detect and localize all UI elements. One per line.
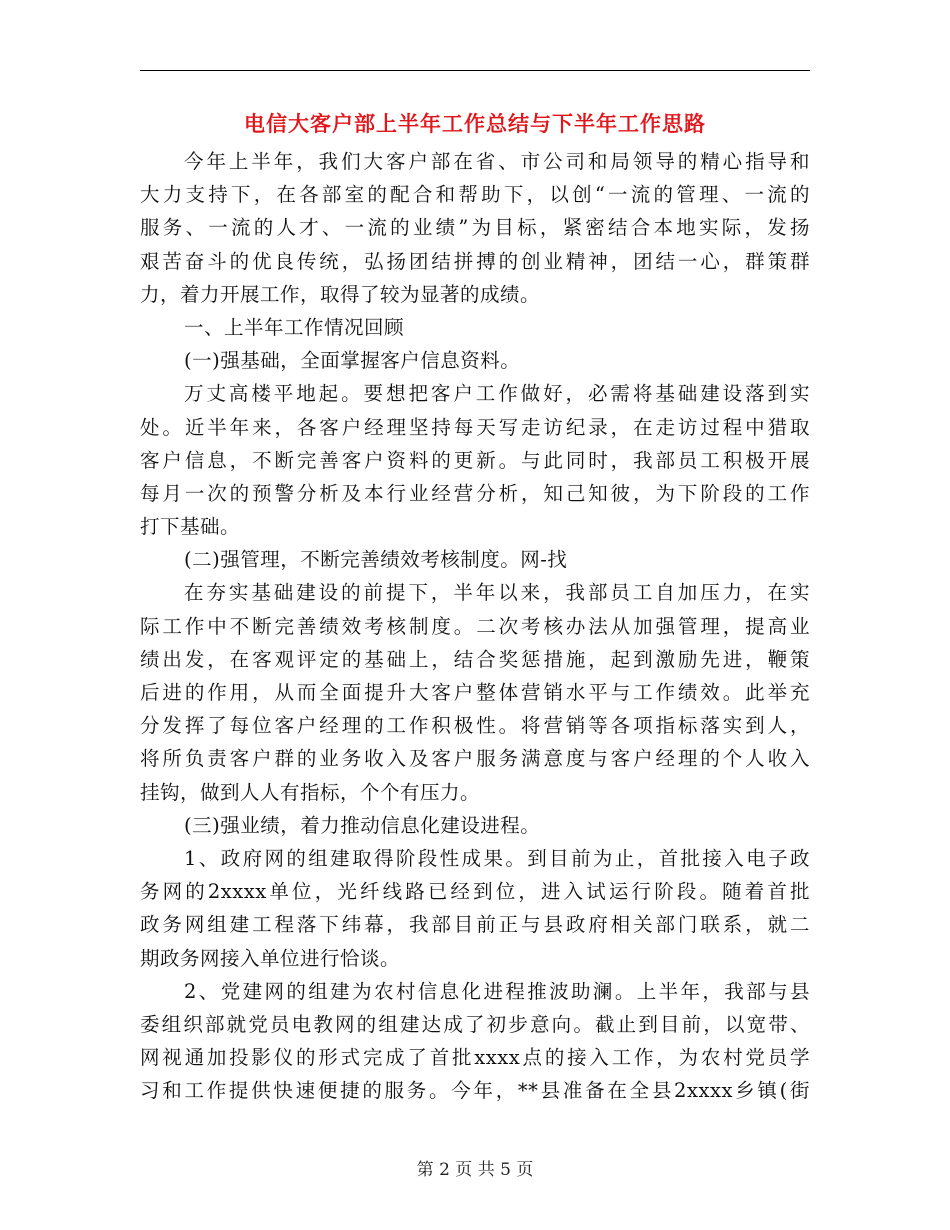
text-line: 今年上半年，我们大客户部在省、市公司和局领导的精心指导和 [184, 150, 810, 173]
text-line: 挂钩，做到人人有指标，个个有压力。 [140, 780, 481, 804]
text-line: 打下基础。 [140, 515, 241, 539]
text-line: 在夯实基础建设的前提下，半年以来，我部员工自加压力，在实 [184, 581, 810, 605]
text-line: 每月一次的预警分析及本行业经营分析，知己知彼，为下阶段的工作 [140, 481, 810, 505]
text-line: 政务网组建工程落下纬幕，我部目前正与县政府相关部门联系，就二 [140, 913, 810, 937]
text-line: 务网的2xxxx单位，光纤线路已经到位，进入试运行阶段。随着首批 [140, 880, 810, 904]
text-line: 艰苦奋斗的优良传统，弘扬团结拼搏的创业精神，团结一心，群策群 [140, 249, 810, 273]
text-line: 处。近半年来，各客户经理坚持每天写走访纪录，在走访过程中猎取 [140, 415, 810, 439]
header-rule [140, 70, 810, 71]
text-line: 际工作中不断完善绩效考核制度。二次考核办法从加强管理，提高业 [140, 614, 810, 638]
page-footer: 第 2 页 共 5 页 [416, 1160, 534, 1180]
text-line: 习和工作提供快速便捷的服务。今年，**县准备在全县2xxxx乡镇(街 [140, 1079, 810, 1103]
text-line: 网视通加投影仪的形式完成了首批xxxx点的接入工作，为农村党员学 [140, 1046, 810, 1070]
text-line: 万丈高楼平地起。要想把客户工作做好，必需将基础建设落到实 [184, 382, 810, 406]
text-line: (三)强业绩，着力推动信息化建设进程。 [184, 813, 541, 837]
text-line: 后进的作用，从而全面提升大客户整体营销水平与工作绩效。此举充 [140, 681, 810, 704]
text-line: 大力支持下，在各部室的配合和帮助下，以创“一流的管理、一流的 [140, 183, 810, 207]
text-line: 客户信息，不断完善客户资料的更新。与此同时，我部员工积极开展 [140, 448, 810, 472]
text-line: 1、政府网的组建取得阶段性成果。到目前为止，首批接入电子政 [184, 846, 810, 870]
text-line: (二)强管理，不断完善绩效考核制度。网-找 [184, 548, 568, 572]
text-line: 分发挥了每位客户经理的工作积极性。将营销等各项指标落实到人， [140, 714, 810, 738]
text-line: 2、党建网的组建为农村信息化进程推波助澜。上半年，我部与县 [184, 979, 810, 1003]
text-line: 委组织部就党员电教网的组建达成了初步意向。截止到目前，以宽带、 [140, 1012, 810, 1036]
text-line: 绩出发，在客观评定的基础上，结合奖惩措施，起到激励先进，鞭策 [140, 647, 810, 671]
text-line: (一)强基础，全面掌握客户信息资料。 [184, 349, 521, 373]
text-line: 一、上半年工作情况回顾 [184, 315, 405, 339]
text-line: 期政务网接入单位进行恰谈。 [140, 946, 401, 970]
text-line: 力，着力开展工作，取得了较为显著的成绩。 [140, 282, 541, 306]
text-line: 服务、一流的人才、一流的业绩”为目标，紧密结合本地实际，发扬 [140, 216, 810, 240]
document-title: 电信大客户部上半年工作总结与下半年工作思路 [244, 112, 706, 136]
text-line: 将所负责客户群的业务收入及客户服务满意度与客户经理的个人收入 [140, 747, 810, 771]
document-body [140, 145, 810, 1107]
